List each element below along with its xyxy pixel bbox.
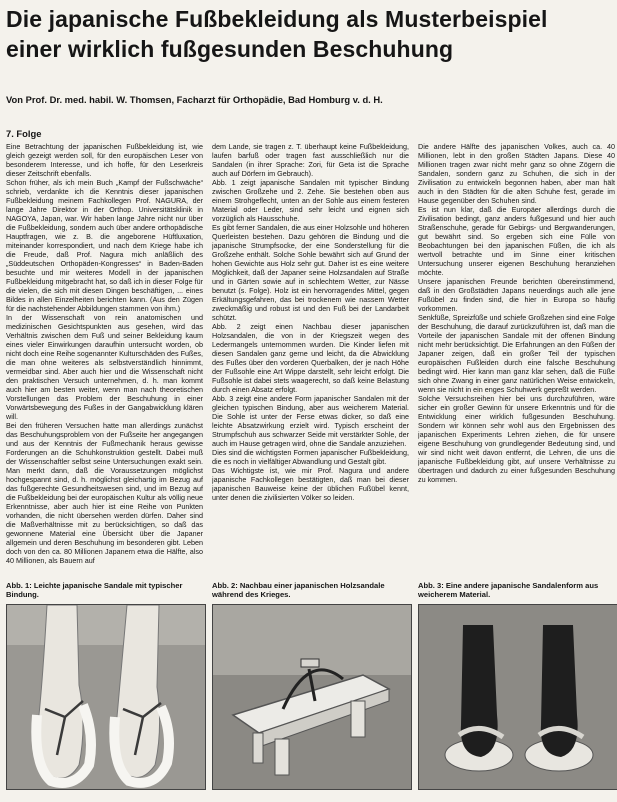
figure-3-caption: Abb. 3: Eine andere japanische Sandalenform aus weicherem Material. (418, 581, 599, 599)
paragraph: Es ist nun klar, daß die Europäer allerdings durch die Zivilisation bedingt, ganz anders fußgesund und hier auch Straßenschuhe, gerade für Gebirgs- und Bergwanderungen, gut bewährt sind. So ergeben sich eine Fülle von Beobachtungen bei den japanischen Füßen, die ich als wertvoll betrachte und im Sinne einer kritischen Untersuchung unserer eigenen Beschuhung heranziehen möchte. (418, 205, 615, 277)
paragraph: Schon früher, als ich mein Buch „Kampf der Fußschwäche“ schrieb, verdankte ich die Kenntnis dieser japanischen Fußbekleidung meinem Fachkollegen Prof. NAGURA, der lange Jahre Direktor in der Orthop. Universitätsklinik in NAGOYA, Japan, war. Wir haben lange Jahre nicht nur über die Fußbekleidung, sondern auch über andere orthopädische Hauptfragen, wie z. B. die angeborene Hüftluxation, miteinander korrespondiert, und nach dem Kriege habe ich die Freude, daß Prof. Nagura mich anläßlich des „Süddeutschen Orthopäden-Kongresses“ in Baden-Baden besuchte und mir weiteres Modell in der japanischen Fußbekleidung mitgebracht hat, so daß ich in dieser Folge für die vielen, die sich mit diesen Dingen beschäftigen, ... eines Bildes in allen Einzelheiten berichten kann. (Aus den Zügen für die nachstehender Abbildungen stammen von ihm.) (6, 178, 203, 313)
paragraph: In der Wissenschaft von rein anatomischen und medizinischen Gesichtspunkten aus gesehen, wird das Verhältnis zwischen dem Fuß und seiner Bekleidung kaum eines vieler Einwirkungen daraufhin untersucht worden, ob nicht doch eine Reihe sogenannter Kulturschäden des Fußes, die man ohne weiteres als selbstverständlich hinnimmt, vermeidbar sind. Aber auch hier und die Wissenschaft nicht den praktischen Versuch unternehmen, d. h. man kommt auch hier am besten weiter, wenn man nach theoretischen Vorstellungen das Problem der Beschuhung in einer Vorwärtsbewegung des Fußes in der Gangabwicklung klären will. (6, 313, 203, 421)
text-column-1 (6, 142, 203, 577)
paragraph: Abb. 3 zeigt eine andere Form japanischer Sandalen mit der gleichen typischen Bindung, aber aus weicherem Material. Die Sohle ist unter der Ferse etwas dicker, so daß eine leichte Absatzwirkung erzielt wird. Typisch erscheint der Strumpfschuh aus schwarzer Seide mit verstärkter Sohle, der auch im Hause getragen wird, ohne die Sandale anzuziehen. (212, 394, 409, 448)
sandal-feet-image (7, 605, 205, 789)
series-part: 7. Folge (6, 128, 42, 139)
text-column-3 (418, 142, 615, 577)
figure-2-caption: Abb. 2: Nachbau einer japanischen Holzsandale während des Krieges. (212, 581, 385, 599)
paragraph: Senkfüße, Spreizfüße und schiefe Großzehen sind eine Folge der Beschuhung, die darauf zurückzuführen ist, daß man die Vorteile der japanischen Sandale mit der offenen Bindung nicht mehr berücksichtigt. Die Erfahrungen an den Füßen der Japaner zeigen, daß ein großer Teil der typischen europäischen Fußleiden durch eine falsche Beschuhung bedingt wird. Hier kann man ganz klar sehen, daß die Füße sich ohne Zwang in einer ganz natürlichen Weise entwickeln, wenn sie nicht in ein enges Schuhwerk gepreßt werden. (418, 313, 615, 394)
paragraph: Bei den früheren Versuchen hatte man allerdings zunächst das Beschuhungsproblem von der Fußseite her angegangen und aus der Kenntnis der Fußmechanik heraus gewisse Forderungen an die Schuhkonstruktion gestellt. Dabei muß der Wissenschaftler selbst seine Untersuchungen exakt sein. Man merkt dann, daß die Voraussetzungen möglichst hochgespannt sind, d. h. möglichst gleichartig im Bezug auf das fußgerechte Gesundheitswesen sind, und im Bezug auf die Fußbekleidung bei der europäischen Kultur als völlig neue Erkenntnisse, aber auch hier ist eine Reihe von Punkten vorhanden, die nicht übersehen werden dürfen. Daher sind die Maßverhältnisse mit zu berücksichtigen, so daß das gewonnene Material eine Übersicht über die Japaner allgemein und deren Beschuhung im besonderen gibt. Leben doch von den ca. 80 Millionen Japanern etwa die Hälfte, also 40 Millionen, als Bauern auf (6, 421, 203, 565)
figure-1-photo (6, 604, 206, 790)
article-title (6, 4, 610, 64)
author-line: Von Prof. Dr. med. habil. W. Thomsen, Facharzt für Orthopädie, Bad Homburg v. d. H. (6, 94, 383, 105)
figure-3-photo (418, 604, 617, 790)
paragraph: Die andere Hälfte des japanischen Volkes, auch ca. 40 Millionen, lebt in den großen Städten Japans. Diese 40 Millionen tragen zwar nicht mehr ganz so ohne Zögern die Sandalen, sondern ganz zu Schuhen, die sich in der Zivilisation zu entwickeln begonnen haben, aber man hält auch in den Städten für die alten Schuhe fest, gerade im Hause gegenüber den Schuhen sind. (418, 142, 615, 205)
paragraph: Unsere japanischen Freunde berichten übereinstimmend, daß in den Großstädten Japans neuerdings auch alle jene Fußübel zu finden sind, die hier in Europa so häufig vorkommen. (418, 277, 615, 313)
paragraph: Solche Versuchsreihen hier bei uns durchzuführen, wäre sicher ein großer Gewinn für unsere Erkenntnis und für die Entwicklung einer wirklich fußgesunden Beschuhung. Sondern wir können sehr wohl aus den Ergebnissen des japanischen Experiments Lehren ziehen, die für unsere eigene Beschuhung von grundlegender Bedeutung sind, und wir sind nicht weit davon entfernt, die Lehren, die uns die japanische Fußbekleidung gibt, auf unsere Verhältnisse zu übertragen und dadurch zu einer fußgesunden Beschuhung zu kommen. (418, 394, 615, 484)
paragraph: Abb. 2 zeigt einen Nachbau dieser japanischen Holzsandalen, die von in der Kriegszeit wegen des Ledermangels unternommen wurden. Die Kinder liefen mit diesen Sandalen ganz gerne und leicht, da die Abwicklung des Fußes über den vorderen Querbalken, der je nach Höhe der Fußsohle eine Art Wippe darstellt, sehr leicht erfolgt. Die Fußsohle ist dabei stets waagerecht, so daß keine Belastung durch einen Absatz erfolgt. (212, 322, 409, 394)
paragraph: Eine Betrachtung der japanischen Fußbekleidung ist, wie gleich gezeigt werden soll, für den europäischen Leser von besonderem Interesse, und ich hoffe, für den Leserkreis dieser Zeitschrift ebenfalls. (6, 142, 203, 178)
title-line-1: Die japanische Fußbekleidung als Musterbeispiel (6, 6, 548, 32)
figure-2-photo (212, 604, 412, 790)
soft-sandal-image (419, 605, 617, 789)
paragraph: Das Wichtigste ist, wie mir Prof. Nagura und andere japanische Fachkollegen bestätigten, daß man bei dieser japanischen Bauweise keine der üblichen Fußübel kennt, unter denen die zivilisierten Völker so leiden. (212, 466, 409, 502)
paragraph: Abb. 1 zeigt japanische Sandalen mit typischer Bindung zwischen Großzehe und 2. Zehe. Sie bestehen oben aus einem Strohgeflecht, unten an der Sohle aus einem festeren Material oder Leder, sind sehr leicht und eignen sich vorzüglich als Hausschuhe. (212, 178, 409, 223)
paragraph: Es gibt ferner Sandalen, die aus einer Holzsohle und höheren Querleisten bestehen. Dazu gehören die Bindung und die japanische Strumpfsocke, der eine Sonderstellung für die Großzehe enthält. Solche Sohle bewährt sich auf Grund der hohen Gewichte aus Holz sehr gut. Daher ist es eine weitere Möglichkeit, daß der Japaner seine Holzsandalen auf Straße und in Gärten sowie auf in schlechtem Wetter, zur Nässe benutzt (s. Folge). Holz ist ein hervorragendes Mittel, gegen Erkältungsgefahren, das bei trockenem wie nassem Wetter zweckmäßig und robust ist und den Fuß bei der Landarbeit schützt. (212, 223, 409, 322)
paragraph: dem Lande, sie tragen z. T. überhaupt keine Fußbekleidung, laufen barfuß oder tragen fast ausschließlich nur die Sandalen (in ihrer Sprache: Zori, für Geta ist die Sprache auch auf Dörfern im Gebrauch). (212, 142, 409, 178)
paragraph: Dies sind die wichtigsten Formen japanischer Fußbekleidung, die es noch in vielfältiger Abwandlung und Gestalt gibt. (212, 448, 409, 466)
wooden-sandal-image (213, 605, 411, 789)
text-column-2 (212, 142, 409, 577)
title-line-2: einer wirklich fußgesunden Beschuhung (6, 36, 454, 62)
figure-1-caption: Abb. 1: Leichte japanische Sandale mit typischer Bindung. (6, 581, 183, 599)
